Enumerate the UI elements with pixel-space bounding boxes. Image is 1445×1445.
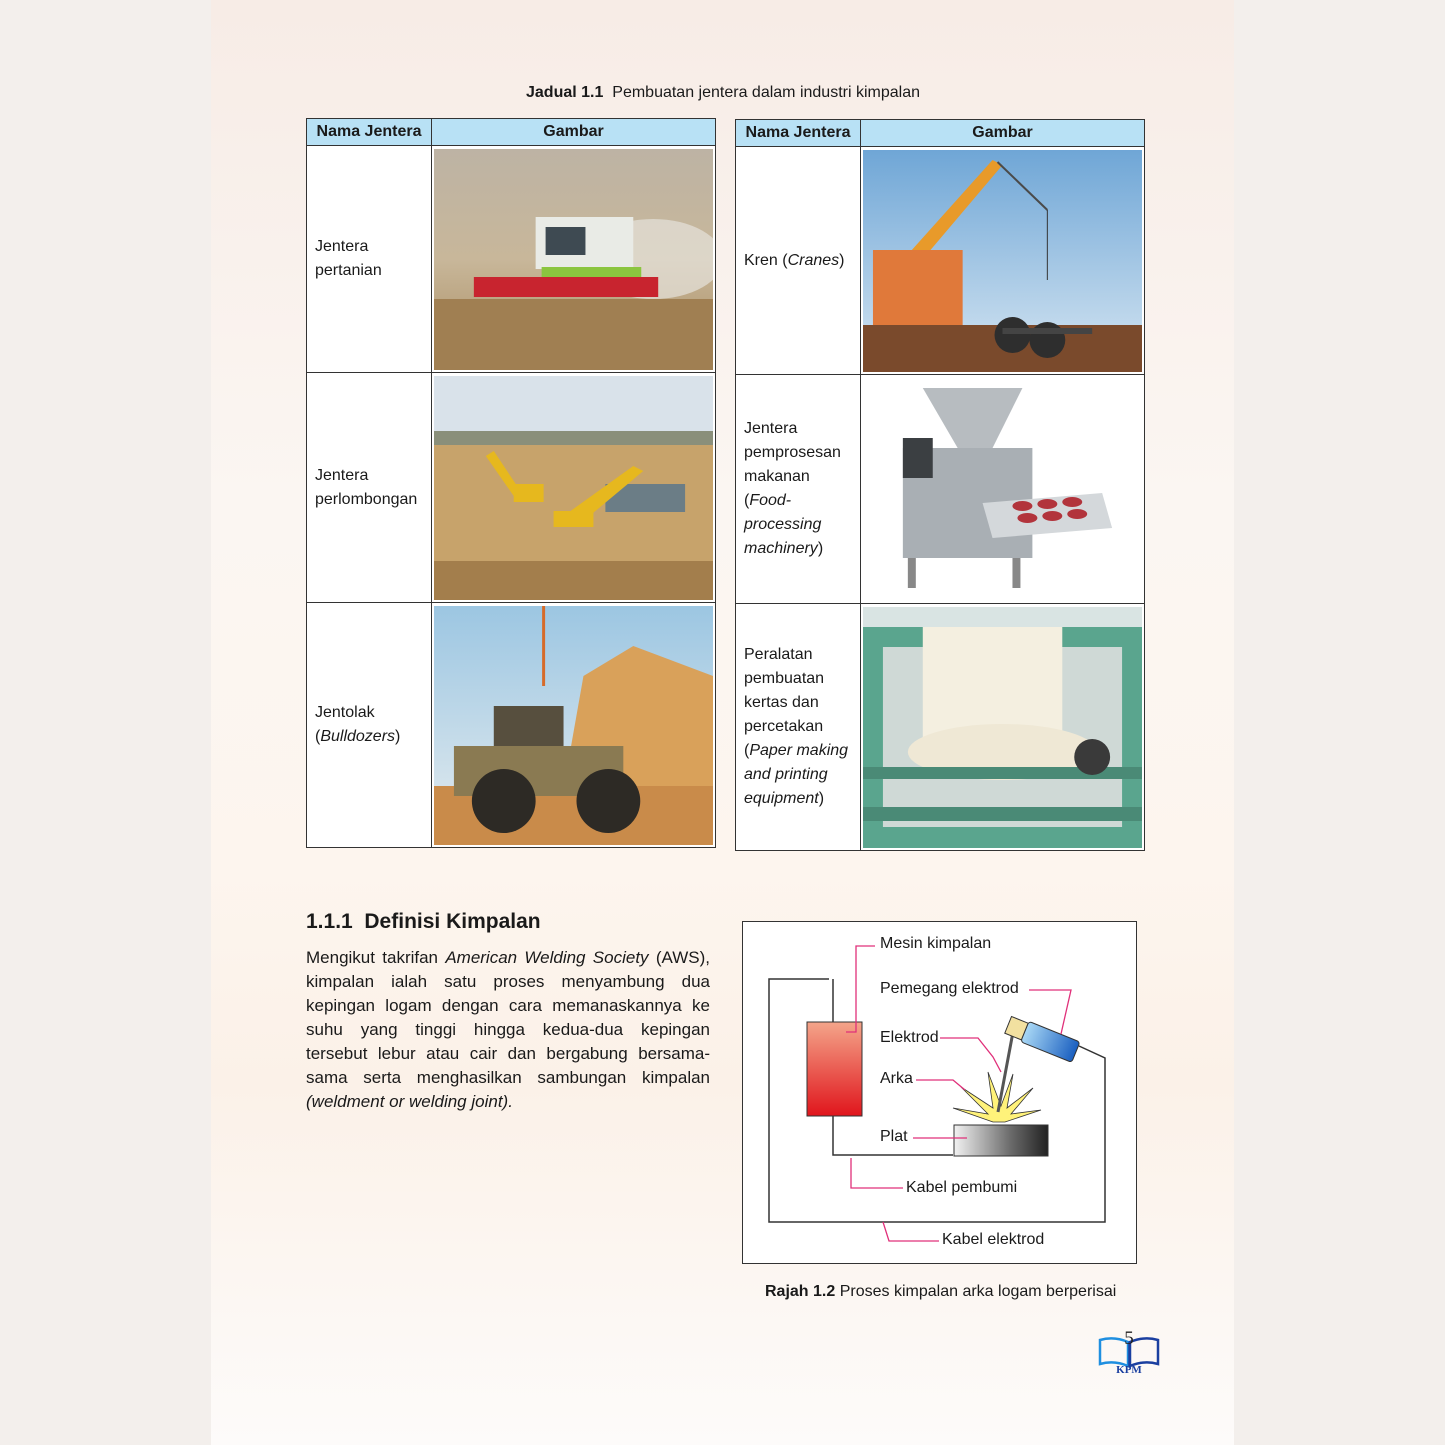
label-electrode-cable: Kabel elektrod	[942, 1231, 1045, 1248]
page-number: 5	[1124, 1328, 1134, 1349]
machine-name: Jentera perlombongan	[307, 373, 432, 603]
machinery-table-left	[306, 118, 716, 848]
welding-diagram	[742, 921, 1137, 1264]
machine-name: Jentolak (Bulldozers)	[307, 603, 432, 848]
kpm-book-logo	[1098, 1326, 1160, 1378]
food-machine-photo	[863, 378, 1142, 601]
label-arc: Arka	[880, 1070, 913, 1087]
machine-name: Peralatan pembuatan kertas dan percetakan (Paper making and printing equipment)	[736, 604, 861, 851]
machine-name: Jentera pemprosesan makanan (Food-processing machinery)	[736, 375, 861, 604]
machine-name: Kren (Cranes)	[736, 147, 861, 375]
section-heading: 1.1.1 Definisi Kimpalan	[306, 910, 541, 933]
arc-sparks	[953, 1072, 1041, 1122]
col-header-name: Nama Jentera	[307, 119, 432, 146]
paper-machine-photo	[863, 607, 1142, 848]
harvester-photo	[434, 149, 713, 370]
logo-text: KPM	[1116, 1364, 1142, 1376]
excavator-photo	[434, 376, 713, 600]
label-plate: Plat	[880, 1128, 908, 1145]
col-header-name: Nama Jentera	[736, 120, 861, 147]
label-machine: Mesin kimpalan	[880, 935, 992, 952]
definition-paragraph: Mengikut takrifan American Welding Society (AWS), kimpalan ialah satu proses menyambung dua kepingan logam dengan cara memanaskannya ke suhu yang tinggi hingga kedua-dua kepingan tersebut lebur atau cair dan bergabung bersama-sama serta menghasilkan sambungan kimpalan (weldment or welding joint).	[306, 948, 710, 1111]
table-caption: Jadual 1.1 Pembuatan jentera dalam industri kimpalan	[526, 84, 920, 101]
diagram-caption: Rajah 1.2 Proses kimpalan arka logam berperisai	[765, 1283, 1117, 1300]
col-header-image: Gambar	[432, 119, 716, 146]
machinery-table-right	[735, 119, 1145, 851]
label-holder: Pemegang elektrod	[880, 980, 1019, 997]
electrode-holder-shape	[1004, 1015, 1080, 1063]
col-header-image: Gambar	[861, 120, 1145, 147]
wheel-loader-photo	[434, 606, 713, 845]
plate-shape	[954, 1125, 1048, 1156]
crane-photo	[863, 150, 1142, 372]
welding-machine-box	[807, 1022, 862, 1116]
label-electrode: Elektrod	[880, 1029, 939, 1046]
machine-name: Jentera pertanian	[307, 146, 432, 373]
label-ground-cable: Kabel pembumi	[906, 1179, 1018, 1196]
